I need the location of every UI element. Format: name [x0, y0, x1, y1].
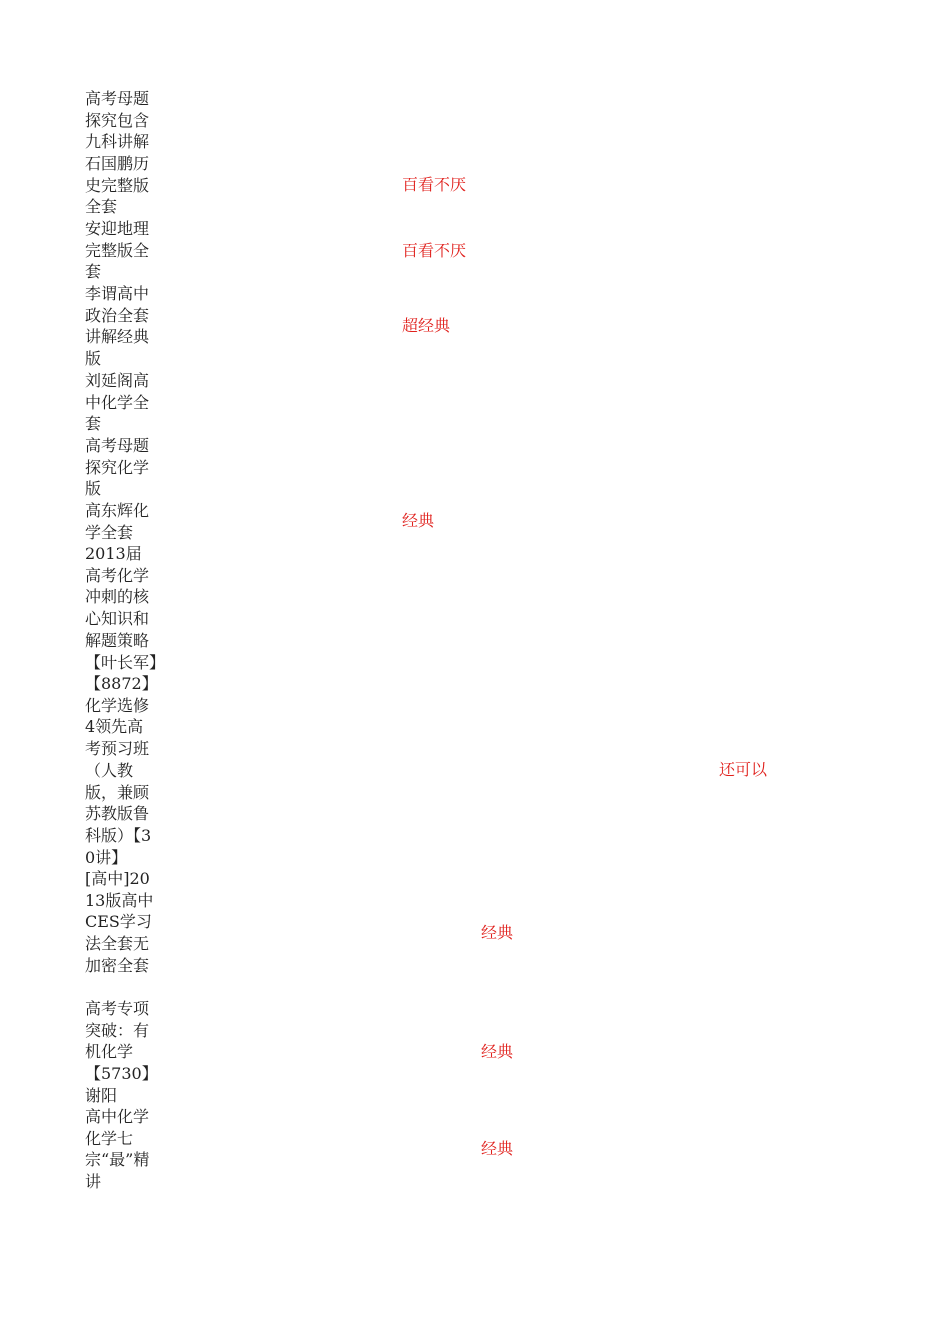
course-title: 安迎地理完整版全套 [85, 219, 150, 282]
course-title: 李谓高中政治全套讲解经典版 [85, 284, 150, 369]
rating-label: 经典 [402, 511, 435, 530]
rating-label: 百看不厌 [402, 175, 467, 194]
rating-label: 还可以 [719, 760, 768, 779]
rating-label: 超经典 [402, 316, 451, 335]
rating-label: 经典 [481, 1042, 514, 1061]
course-title: 石国鹏历史完整版全套 [85, 154, 150, 217]
course-title: [高中]2013版高中CES学习法全套无加密全套 [85, 869, 154, 975]
rating-label: 经典 [481, 923, 514, 942]
course-title: 【8872】化学选修4领先高考预习班（人教版，兼顾苏教版鲁科版）【30讲】 [85, 674, 152, 867]
course-title: 高东辉化学全套 [85, 501, 150, 542]
course-title: 高考母题探究化学版 [85, 436, 150, 499]
course-title: 2013届高考化学冲刺的核心知识和解题策略【叶长军】 [85, 544, 166, 672]
course-title: 高考母题探究包含九科讲解 [85, 89, 150, 152]
rating-label: 百看不厌 [402, 241, 467, 260]
course-title: 刘延阁高中化学全套 [85, 371, 150, 434]
rating-label: 经典 [481, 1139, 514, 1158]
course-title: 高考专项突破：有机化学【5730】谢阳 [85, 999, 150, 1105]
course-title: 高中化学化学七宗“最”精讲 [85, 1107, 150, 1192]
